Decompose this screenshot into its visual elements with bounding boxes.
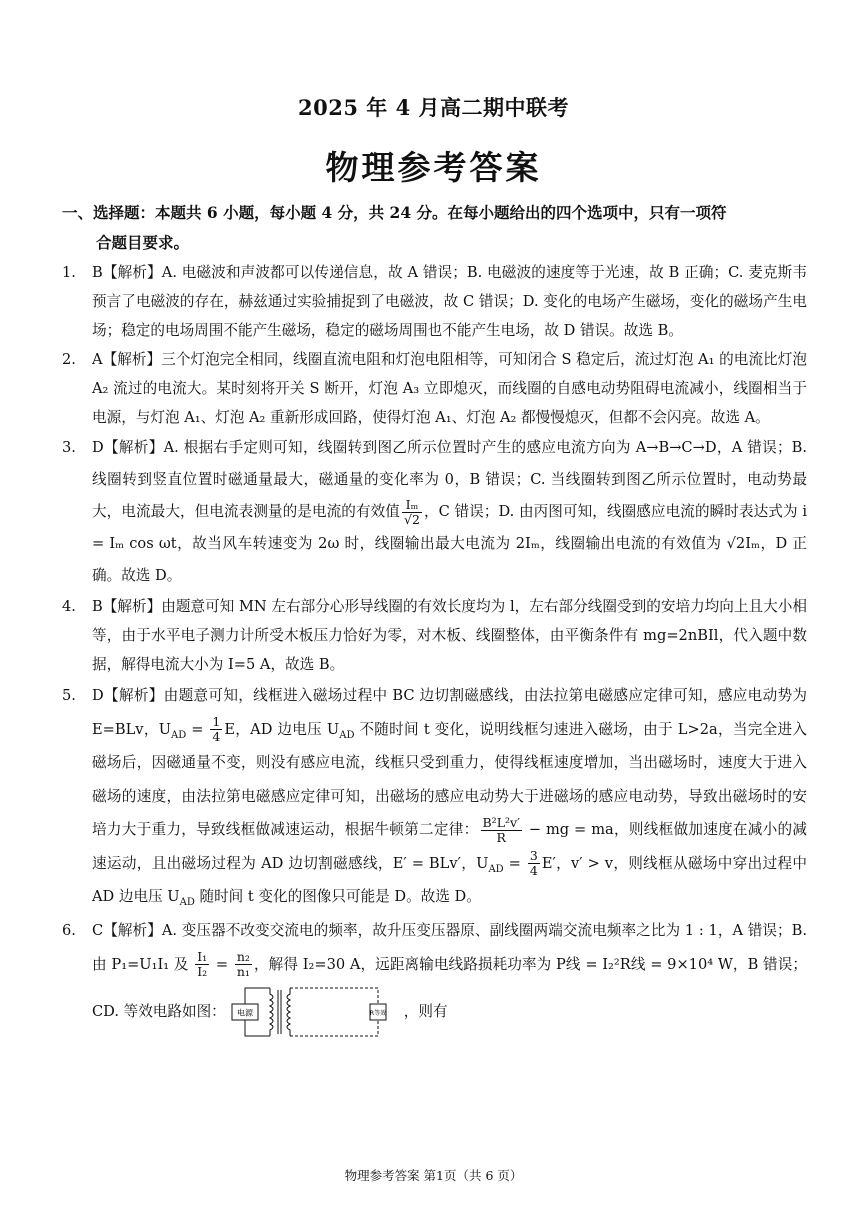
answer-text: 不随时间 t 变化，说明线框匀速进入磁场，由于 L>2a，当完全进入磁场后，因磁通量不变，则没有感应电流，线框只受到重力，使得线框速度增加，当出磁场时，速度大于进入磁场的速度，由法拉第电磁感应定律可知，出磁场的感应电动势大于进磁场的感应电动势，导致出磁场时的安培力大于重力，导致线框做减速运动，根据牛顿第二定律： <box>92 720 807 838</box>
answer-text: − mg = ma，则线框做加速度在减小的减速运动，且出磁场过程为 AD 边切割磁感线，E′ = BLv′，U <box>92 821 807 872</box>
answer-list <box>62 258 807 1042</box>
answer-text: 随时间 t 变化的图像只可能是 D。故选 D。 <box>194 888 481 905</box>
subscript: AD <box>179 896 195 908</box>
section-heading-line1: 一、选择题：本题共 6 小题，每小题 4 分，共 24 分。在每小题给出的四个选项中，只有一项符 <box>62 203 727 222</box>
fraction-denominator: R <box>496 829 506 845</box>
answer-text: B【解析】由题意可知 MN 左右部分心形导线圈的有效长度均为 l，左右部分线圈受到的安培力均向上且大小相等，由于水平电子测力计所受木板压力恰好为零，对木板、线圈整体，由平衡条件有 mg=2nBIl，代入题中数据，解得电流大小为 I=5 A，故选 B。 <box>92 598 807 673</box>
item-number: 3. <box>62 439 76 456</box>
subscript: AD <box>171 729 187 741</box>
answer-item-5 <box>62 679 807 914</box>
answer-paragraph <box>92 914 807 1042</box>
answer-item-1 <box>62 258 807 345</box>
formula-fraction <box>235 950 252 979</box>
fraction-numerator: I₁ <box>197 949 208 964</box>
secondary-coil <box>287 988 290 1036</box>
answer-item-6 <box>62 914 807 1042</box>
answer-text: C【解析】A. 变压器不改变交流电的频率，故升压变压器原、副线圈两端交流电频率之比为 1 : 1，A 错误；B. 由 P₁=U₁I₁ 及 <box>92 921 807 973</box>
answer-text: = <box>503 854 526 872</box>
fraction-numerator: 3 <box>529 848 538 863</box>
answer-text: B【解析】A. 电磁波和声波都可以传递信息，故 A 错误；B. 电磁波的速度等于光速，故 B 正确；C. 麦克斯韦预言了电磁波的存在，赫兹通过实验捕捉到了电磁波，故 C 错误；D. 变化的电场产生磁场，变化的磁场产生电场；稳定的电场周围不能产生磁场，稳定的磁场周围也不能产生电场，故 D 错误。故选 B。 <box>92 264 807 339</box>
fraction-numerator: 1 <box>212 714 221 729</box>
primary-coil <box>270 988 273 1036</box>
answer-text: = <box>186 720 209 738</box>
subscript: AD <box>339 729 355 741</box>
answer-text: ，C 错误；D. 由丙图可知，线圈感应电流的瞬时表达式为 i = Iₘ cos ωt，故当风车转速变为 2ω 时，线圈输出最大电流为 2Iₘ，线圈输出电流的有效值为 √2Iₘ，D 正确。故选 D。 <box>92 503 807 584</box>
formula-fraction <box>195 950 209 979</box>
answer-text: ，解得 I₂=30 A，远距离输电线路损耗功率为 P线 = I₂²R线 = 9×10⁴ W，B 错误；CD. 等效电路如图： <box>92 955 807 1020</box>
section-heading-line2: 合题目要求。 <box>96 233 190 252</box>
answer-text: A【解析】三个灯泡完全相同，线圈直流电阻和灯泡电阻相等，可知闭合 S 稳定后，流过灯泡 A₁ 的电流比灯泡 A₂ 流过的电流大。某时刻将开关 S 断开，灯泡 A₃ 立即熄灭，而线圈的自感电动势阻碍电流减小，线圈相当于电源，与灯泡 A₁、灯泡 A₂ 重新形成回路，使得灯泡 A₁、灯泡 A₂ 都慢慢熄灭，但都不会闪亮。故选 A。 <box>92 351 807 426</box>
answer-paragraph <box>92 679 807 914</box>
item-number: 1. <box>62 264 76 281</box>
resistor-label: R等效 <box>369 1009 386 1017</box>
answer-text: ，则有 <box>403 1002 448 1020</box>
transmission-line <box>290 988 378 1036</box>
power-source-label: 电源 <box>236 1008 253 1017</box>
answer-text: D【解析】由题意可知，线框进入磁场过程中 BC 边切割磁感线，由法拉第电磁感应定律可知，感应电动势为 E=BLv，U <box>92 687 807 738</box>
answer-item-3 <box>62 432 807 592</box>
page-footer: 物理参考答案 第1页（共 6 页） <box>344 1168 523 1183</box>
subscript: AD <box>488 863 504 875</box>
answer-text: D【解析】A. 根据右手定则可知，线圈转到图乙所示位置时产生的感应电流方向为 A→B→C→D，A 错误；B. 线圈转到竖直位置时磁通量最大，磁通量的变化率为 0，B 错误；C. 当线圈转到图乙所示位置时，电动势最大，电流最大，但电流表测量的是电流的有效值 <box>92 439 807 520</box>
section-heading <box>62 198 807 258</box>
answer-text: E，AD 边电压 U <box>224 720 340 738</box>
fraction-denominator: 4 <box>212 729 221 744</box>
answer-item-2 <box>62 345 807 432</box>
fraction-denominator: √2 <box>403 511 420 527</box>
fraction-numerator: Iₘ <box>402 498 422 513</box>
answer-text: E′，v′ > v，则线框从磁场中穿出过程中 AD 边电压 U <box>92 854 808 905</box>
fraction-numerator: B²L²v′ <box>482 814 520 830</box>
equivalent-circuit-diagram <box>230 982 400 1042</box>
fraction-numerator: n₂ <box>236 949 250 964</box>
fraction-denominator: 4 <box>529 863 538 878</box>
answer-text: = <box>211 955 233 973</box>
formula-fraction <box>402 498 422 527</box>
formula-fraction <box>528 849 540 878</box>
exam-title: 2025 年 4 月高二期中联考 <box>298 95 569 120</box>
fraction-denominator: n₁ <box>236 964 250 979</box>
item-number: 4. <box>62 598 76 615</box>
answer-item-4 <box>62 592 807 679</box>
answer-paragraph <box>92 432 807 592</box>
formula-fraction <box>481 816 522 845</box>
formula-fraction <box>210 715 222 744</box>
item-number: 6. <box>62 921 76 939</box>
fraction-denominator: I₂ <box>197 964 208 979</box>
item-number: 2. <box>62 351 76 368</box>
item-number: 5. <box>62 687 76 704</box>
document-title: 物理参考答案 <box>325 148 542 187</box>
